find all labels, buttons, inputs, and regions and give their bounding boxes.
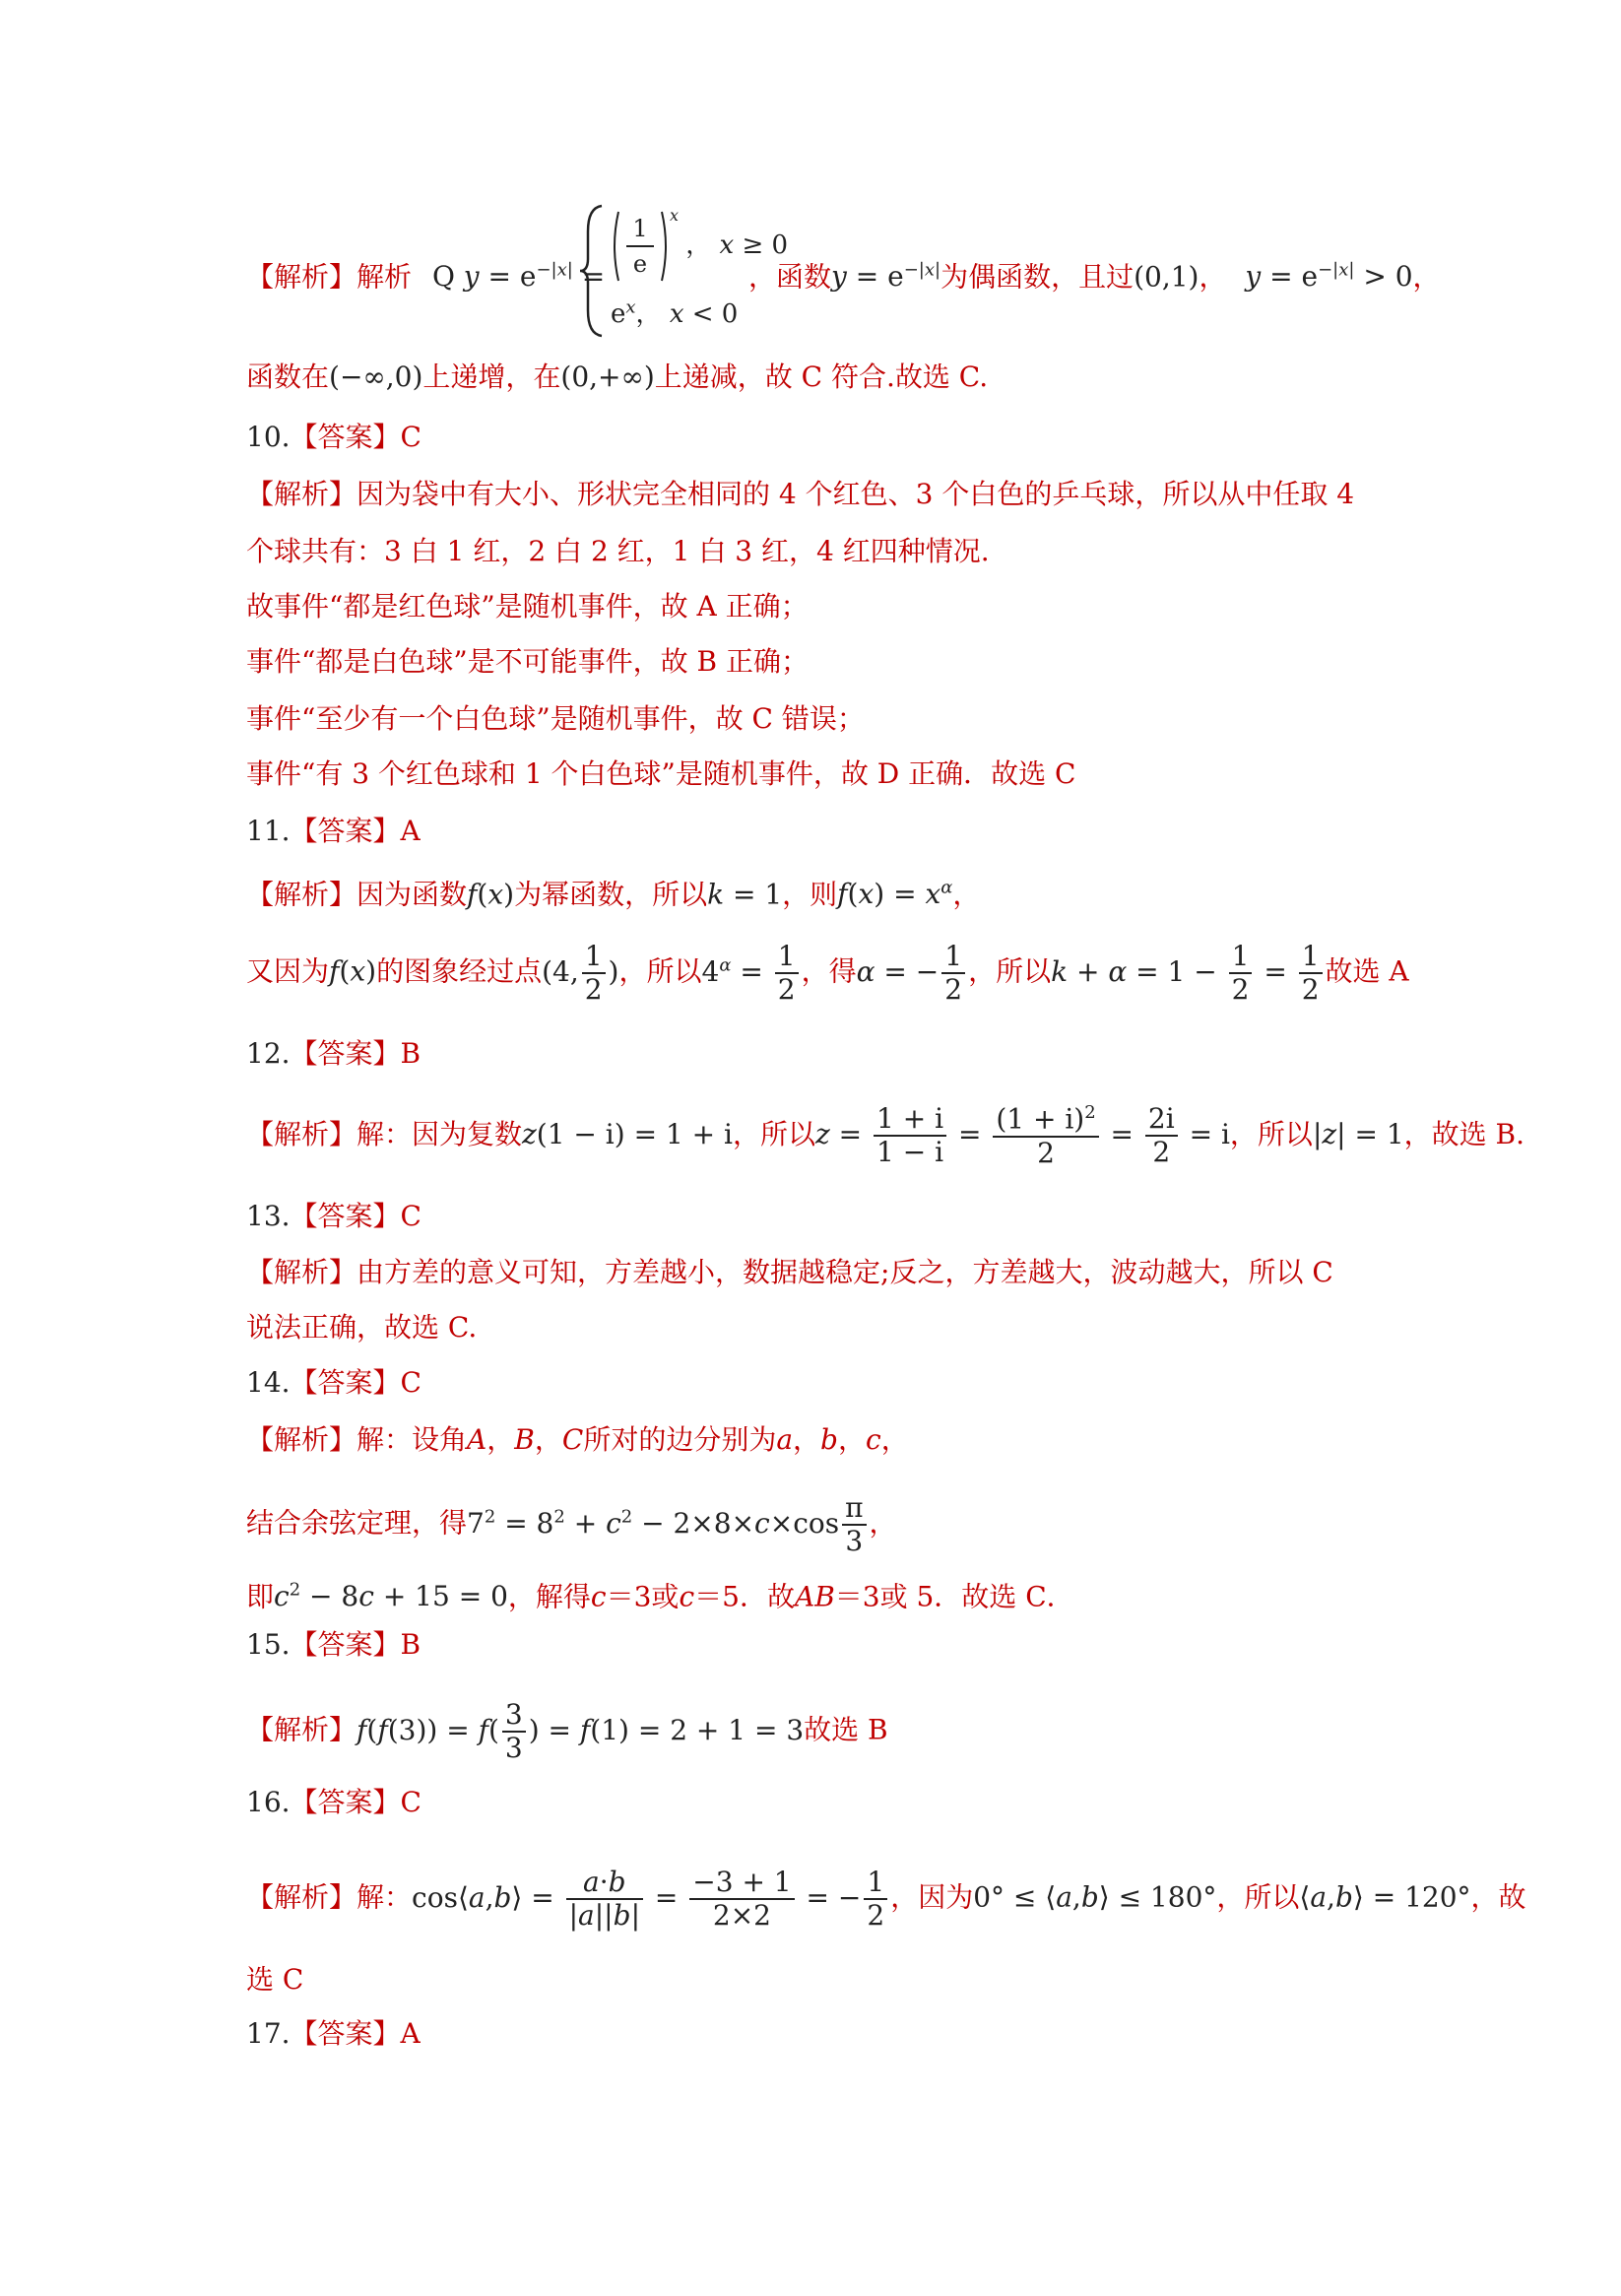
solution-9-line-1-cont: ，函数$y = e^{-|x|}$为偶函数，且过(0,1)， $y = e^{-|x|} > 0$， bbox=[748, 260, 1441, 294]
solution-14-line-2: 结合余弦定理，得$7^2 = 8^2 + c^2 - 2\times 8\times c\times\cos$ $\frac{\pi}{3}$ ， bbox=[246, 1491, 897, 1558]
answer-10 bbox=[246, 418, 421, 457]
text: 故选 A bbox=[1325, 954, 1409, 988]
answer-value: C bbox=[400, 1366, 421, 1399]
analysis-tag: 【解析】 bbox=[246, 878, 357, 911]
text: 解：因为复数 bbox=[357, 1117, 523, 1150]
question-number: 12. bbox=[246, 1037, 291, 1070]
text: 上递减，故 C 符合.故选 C. bbox=[654, 361, 989, 393]
text: 解： bbox=[357, 1880, 413, 1914]
question-number: 10. bbox=[246, 421, 291, 453]
analysis-tag: 【解析】 bbox=[246, 478, 357, 510]
piecewise-brace bbox=[576, 202, 606, 340]
answer-15 bbox=[246, 1625, 421, 1665]
answer-tag: 【答案】 bbox=[290, 2017, 401, 2050]
answer-value: B bbox=[400, 1037, 421, 1070]
text: ，所以 bbox=[968, 954, 1052, 988]
text: ，所以 bbox=[1229, 1117, 1313, 1150]
text: 解：设角 bbox=[357, 1423, 468, 1456]
analysis-tag: 【解析】 bbox=[246, 1256, 357, 1288]
answer-tag: 【答案】 bbox=[290, 815, 401, 847]
question-number: 15. bbox=[246, 1628, 291, 1661]
text: 为幂函数，所以 bbox=[514, 878, 708, 911]
solution-9-line-1 bbox=[246, 251, 605, 300]
text: 所对的边分别为 bbox=[583, 1423, 777, 1456]
text: ，则 bbox=[782, 878, 838, 911]
solution-15-line-1: 【解析】f(f(3)) = f( $\frac{3}{3}$ ) = f(1) = 2 + 1 = 3故选 B bbox=[246, 1698, 888, 1765]
text: ，得 bbox=[801, 954, 857, 988]
text: 解析 bbox=[357, 260, 413, 294]
answer-value: C bbox=[400, 1200, 421, 1232]
answer-14 bbox=[246, 1363, 421, 1403]
text: ， bbox=[1199, 260, 1227, 294]
text: 结合余弦定理，得 bbox=[246, 1506, 468, 1540]
text: ．故 bbox=[739, 1580, 795, 1613]
svg-text:e: e bbox=[632, 250, 648, 278]
svg-text:x: x bbox=[670, 206, 680, 225]
answer-tag: 【答案】 bbox=[290, 1786, 401, 1818]
text: ，函数 bbox=[748, 260, 832, 294]
solution-9-line-2: 函数在(−∞,0)上递增，在(0,+∞)上递减，故 C 符合.故选 C. bbox=[246, 361, 989, 393]
solution-10-line-6: 事件“有 3 个红色球和 1 个白色球”是随机事件，故 D 正确．故选 C bbox=[246, 757, 1076, 790]
answer-17 bbox=[246, 2014, 421, 2054]
question-number: 11. bbox=[246, 815, 291, 847]
text: 即 bbox=[246, 1580, 275, 1613]
answer-tag: 【答案】 bbox=[290, 1628, 401, 1661]
analysis-tag: 【解析】 bbox=[246, 1117, 357, 1150]
answer-12 bbox=[246, 1034, 421, 1074]
text: ，故 bbox=[1470, 1880, 1526, 1914]
text: ，解得 bbox=[507, 1580, 591, 1613]
answer-tag: 【答案】 bbox=[290, 421, 401, 453]
text: 或 5．故选 C． bbox=[879, 1580, 1074, 1613]
solution-16-line-2: 选 C bbox=[246, 1963, 304, 1996]
piecewise-case-1: 1 e x ， x ≥ 0 bbox=[609, 207, 788, 286]
piecewise-case-2: $e^x$， x < 0 bbox=[611, 296, 739, 329]
answer-tag: 【答案】 bbox=[290, 1200, 401, 1232]
svg-text:1: 1 bbox=[632, 215, 648, 242]
question-number: 16. bbox=[246, 1786, 291, 1818]
text: ，因为 bbox=[890, 1880, 974, 1914]
text: 故选 B bbox=[804, 1713, 888, 1746]
text: 的图象经过点 bbox=[376, 954, 543, 988]
question-number: 13. bbox=[246, 1200, 291, 1232]
solution-10-line-2: 个球共有：3 白 1 红，2 白 2 红，1 白 3 红，4 红四种情况. bbox=[246, 535, 990, 567]
answer-value: B bbox=[400, 1628, 421, 1661]
answer-16 bbox=[246, 1783, 421, 1822]
solution-11-line-1: 【解析】因为函数f(x)为幂函数，所以k = 1，则$f(x) = x^\alpha$， bbox=[246, 878, 981, 911]
text: 因为函数 bbox=[357, 878, 468, 911]
text: 或 bbox=[651, 1580, 680, 1613]
answer-11 bbox=[246, 812, 421, 851]
solution-14-line-1: 【解析】解：设角A，B，C所对的边分别为a，b，c， bbox=[246, 1423, 909, 1456]
text: 上递增，在 bbox=[422, 361, 561, 393]
solution-10-line-3: 故事件“都是红色球”是随机事件，故 A 正确； bbox=[246, 590, 809, 623]
analysis-tag: 【解析】 bbox=[246, 260, 357, 294]
text: ，故选 B. bbox=[1403, 1117, 1525, 1150]
answer-13 bbox=[246, 1197, 421, 1236]
answer-tag: 【答案】 bbox=[290, 1366, 401, 1399]
solution-10-line-4: 事件“都是白色球”是不可能事件，故 B 正确； bbox=[246, 645, 810, 678]
analysis-tag: 【解析】 bbox=[246, 1423, 357, 1456]
analysis-tag: 【解析】 bbox=[246, 1880, 357, 1914]
question-number: 14. bbox=[246, 1366, 291, 1399]
answer-tag: 【答案】 bbox=[290, 1037, 401, 1070]
math-expr: Q $y = e^{-|x|}$ = bbox=[431, 260, 606, 294]
analysis-tag: 【解析】 bbox=[246, 1713, 357, 1746]
answer-value: A bbox=[400, 815, 421, 847]
solution-16-line-1: 【解析】解：cos⟨a,b⟩ = $\frac{a\cdot b}{|a||b|}$ = $\frac{-3 + 1}{2\times 2}$ = − $\frac{1}{2}$ ，因为0° ≤ ⟨a,b⟩ ≤ 180°，所以⟨a,b⟩ = 120°，故 bbox=[246, 1866, 1526, 1933]
text: 由方差的意义可知，方差越小，数据越稳定;反之，方差越大，波动越大，所以 C bbox=[357, 1256, 1333, 1288]
question-number: 17. bbox=[246, 2017, 291, 2050]
text: ， bbox=[952, 878, 981, 911]
solution-10-line-1 bbox=[246, 475, 1354, 514]
solution-13-line-1 bbox=[246, 1253, 1333, 1292]
solution-14-line-3: 即$c^2 - 8c + 15 = 0$，解得c＝3或c＝5．故AB＝3或 5．故选 C． bbox=[246, 1580, 1074, 1613]
solution-11-line-2: 又因为f(x)的图象经过点(4, $\frac{1}{2}$ )，所以$4^\alpha$ = $\frac{1}{2}$ ，得α = − $\frac{1}{2}$ ，所以k + α = 1 − $\frac{1}{2}$ = $\frac{1}{2}$ 故选 A bbox=[246, 940, 1409, 1007]
solution-12-line-1: 【解析】解：因为复数z(1 − i) = 1 + i，所以z = $\frac{1 + i}{1 - i}$ = $\frac{(1 + i)^2}{2}$ = $\frac{2i}{2}$ = i，所以|z| = 1，故选 B. bbox=[246, 1102, 1525, 1169]
text: ，所以 bbox=[732, 1117, 815, 1150]
answer-value: C bbox=[400, 1786, 421, 1818]
text: 因为袋中有大小、形状完全相同的 4 个红色、3 个白色的乒乓球，所以从中任取 4 bbox=[357, 478, 1355, 510]
text: 为偶函数，且过 bbox=[940, 260, 1135, 294]
text: 又因为 bbox=[246, 954, 330, 988]
solution-10-line-5: 事件“至少有一个白色球”是随机事件，故 C 错误； bbox=[246, 702, 865, 735]
answer-value: A bbox=[400, 2017, 421, 2050]
answer-value: C bbox=[400, 421, 421, 453]
text: ，所以 bbox=[618, 954, 702, 988]
text: ，所以 bbox=[1216, 1880, 1300, 1914]
text: 函数在 bbox=[246, 361, 330, 393]
solution-13-line-2: 说法正确，故选 C. bbox=[246, 1311, 478, 1344]
